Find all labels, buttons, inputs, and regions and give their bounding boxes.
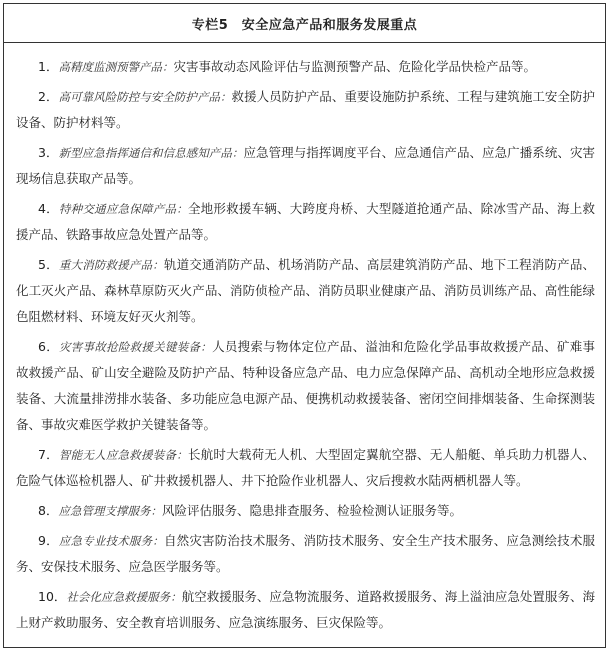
list-item: [16, 54, 595, 80]
item-heading: 新型应急指挥通信和信息感知产品：: [58, 146, 244, 160]
list-item: [16, 498, 595, 524]
item-number: 4．: [38, 201, 59, 216]
item-heading: 社会化应急救援服务：: [66, 590, 182, 604]
item-heading: 特种交通应急保障产品：: [58, 202, 188, 216]
item-number: 7．: [38, 447, 59, 462]
item-heading: 灾害事故抢险救援关键装备：: [59, 340, 213, 354]
list-item: [16, 252, 595, 330]
item-number: 5．: [38, 257, 59, 272]
item-heading: 应急管理支撑服务：: [58, 504, 162, 518]
item-number: 10．: [38, 589, 67, 604]
list-item: [16, 140, 595, 192]
item-text: 灾害事故动态风险评估与监测预警产品、危险化学品快检产品等。: [173, 59, 536, 74]
item-text: 应急管理与指挥调度平台、应急通信产品、应急广播系统、灾害现场信息获取产品等。: [16, 145, 596, 186]
item-heading: 高精度监测预警产品：: [58, 60, 174, 74]
item-text: 人员搜索与物体定位产品、溢油和危险化学品事故救援产品、矿难事故救援产品、矿山安全避险及防护产品、特种设备应急产品、电力应急保障产品、高机动全地形应急救援装备、大流量排涝排水装备、多功能应急电源产品、便携机动救援装备、密闭空间排烟装备、生命探测装备、事故灾难医学救护关键装备等。: [16, 339, 595, 432]
item-number: 2．: [38, 89, 59, 104]
item-heading: 应急专业技术服务：: [58, 534, 164, 548]
item-heading: 高可靠风险防控与安全防护产品：: [58, 90, 232, 104]
list-item: [16, 528, 595, 580]
item-number: 3．: [38, 145, 59, 160]
item-text: 轨道交通消防产品、机场消防产品、高层建筑消防产品、地下工程消防产品、化工灭火产品、森林草原防灭火产品、消防侦检产品、消防员职业健康产品、消防员训练产品、高性能绿色阻燃材料、环境友好灭火剂等。: [16, 257, 596, 324]
content-area: [4, 43, 605, 636]
column-title: 专栏5 安全应急产品和服务发展重点: [191, 17, 418, 33]
list-item: [16, 196, 595, 248]
item-number: 1．: [38, 59, 59, 74]
list-item: [16, 334, 595, 438]
item-text: 长航时大载荷无人机、大型固定翼航空器、无人船艇、单兵助力机器人、危险气体巡检机器人、矿井救援机器人、井下抢险作业机器人、灾后搜救水陆两栖机器人等。: [16, 447, 596, 488]
item-text: 自然灾害防治技术服务、消防技术服务、安全生产技术服务、应急测绘技术服务、安保技术服务、应急医学服务等。: [16, 533, 596, 574]
item-number: 6．: [38, 339, 59, 354]
item-text: 救援人员防护产品、重要设施防护系统、工程与建筑施工安全防护设备、防护材料等。: [16, 89, 596, 130]
item-number: 8．: [38, 503, 59, 518]
list-item: [16, 584, 595, 636]
column-box: [3, 3, 606, 648]
item-heading: 智能无人应急救援装备：: [58, 448, 188, 462]
item-text: 全地形救援车辆、大跨度舟桥、大型隧道抢通产品、除冰雪产品、海上救援产品、铁路事故应急处置产品等。: [16, 201, 596, 242]
item-number: 9．: [38, 533, 59, 548]
title-bar: [4, 4, 605, 43]
item-heading: 重大消防救援产品：: [58, 258, 164, 272]
list-item: [16, 442, 595, 494]
item-text: 航空救援服务、应急物流服务、道路救援服务、海上溢油应急处置服务、海上财产救助服务、安全教育培训服务、应急演练服务、巨灾保险等。: [16, 589, 596, 630]
item-text: 风险评估服务、隐患排查服务、检验检测认证服务等。: [161, 503, 462, 518]
list-item: [16, 84, 595, 136]
